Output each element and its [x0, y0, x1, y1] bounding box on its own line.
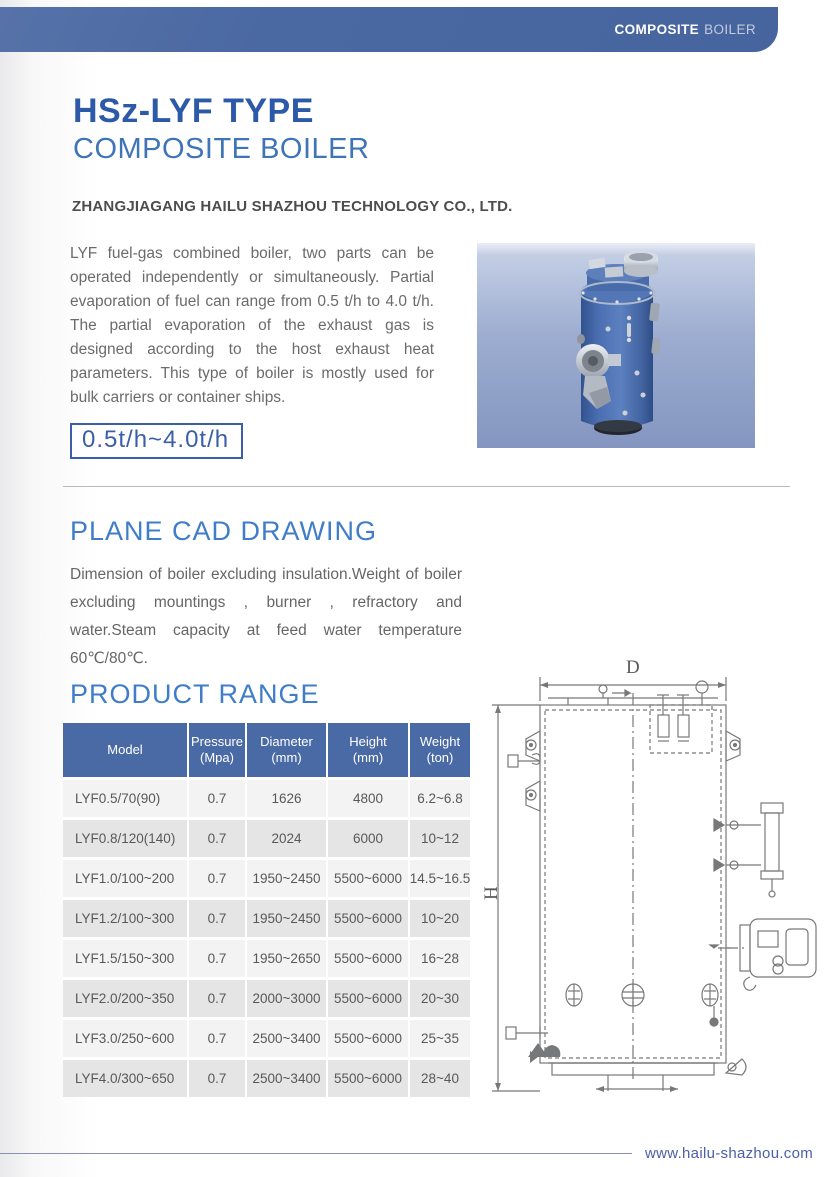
company-name: ZHANGJIAGANG HAILU SHAZHOU TECHNOLOGY CO., LTD. — [72, 198, 513, 215]
cell-pressure: 0.7 — [189, 820, 245, 857]
cell-model: LYF1.0/100~200 — [63, 860, 187, 897]
cad-section-heading: PLANE CAD DRAWING — [70, 516, 378, 546]
boiler-product-image — [477, 243, 755, 448]
cell-model: LYF1.2/100~300 — [63, 900, 187, 937]
cell-weight: 16~28 — [410, 940, 470, 977]
cell-pressure: 0.7 — [189, 900, 245, 937]
product-description: LYF fuel-gas combined boiler, two parts can be operated independently or simultaneously. Partial evaporation of fuel can range from 0.5 t/h to 4.0 t/h. The partial evaporation of the exhaust gas is designed according to the host exhaust heat parameters. This type of boiler is mostly used for bulk carriers or container ships. — [70, 245, 434, 406]
cell-weight: 10~12 — [410, 820, 470, 857]
cell-pressure: 0.7 — [189, 1020, 245, 1057]
cell-height: 5500~6000 — [328, 940, 408, 977]
footer — [0, 1141, 830, 1165]
cell-pressure: 0.7 — [189, 1060, 245, 1097]
cell-diameter: 2024 — [247, 820, 326, 857]
cell-height: 5500~6000 — [328, 1020, 408, 1057]
cell-weight: 10~20 — [410, 900, 470, 937]
cell-height: 5500~6000 — [328, 980, 408, 1017]
product-range-table — [63, 723, 470, 1097]
cell-weight: 20~30 — [410, 980, 470, 1017]
cell-weight: 25~35 — [410, 1020, 470, 1057]
cell-model: LYF0.5/70(90) — [63, 780, 187, 817]
cell-model: LYF0.8/120(140) — [63, 820, 187, 857]
cad-dim-h-label: H — [481, 886, 502, 900]
cell-diameter: 1626 — [247, 780, 326, 817]
cell-height: 5500~6000 — [328, 1060, 408, 1097]
cell-height: 5500~6000 — [328, 860, 408, 897]
cell-height: 6000 — [328, 820, 408, 857]
cell-weight: 14.5~16.5 — [410, 860, 470, 897]
cell-pressure: 0.7 — [189, 980, 245, 1017]
cell-diameter: 2500~3400 — [247, 1020, 326, 1057]
range-section-heading: PRODUCT RANGE — [70, 679, 320, 709]
footer-link[interactable]: www.hailu-shazhou.com — [645, 1144, 814, 1162]
cell-diameter: 1950~2650 — [247, 940, 326, 977]
cell-model: LYF2.0/200~350 — [63, 980, 187, 1017]
boiler-cad-drawing — [478, 643, 828, 1103]
table-header-height: Height (mm) — [328, 723, 408, 777]
table-header-model: Model — [63, 723, 187, 777]
page-title: HSz-LYF TYPE — [73, 92, 314, 130]
header-title-light: BOILER — [704, 22, 756, 37]
header-band — [0, 7, 778, 52]
cell-height: 4800 — [328, 780, 408, 817]
cell-diameter: 1950~2450 — [247, 860, 326, 897]
cell-model: LYF4.0/300~650 — [63, 1060, 187, 1097]
cell-diameter: 1950~2450 — [247, 900, 326, 937]
table-header-diameter: Diameter (mm) — [247, 723, 326, 777]
cell-weight: 6.2~6.8 — [410, 780, 470, 817]
footer-divider — [0, 1153, 632, 1154]
cad-dim-d-label: D — [626, 657, 640, 678]
cell-diameter: 2000~3000 — [247, 980, 326, 1017]
cad-section-description: Dimension of boiler excluding insulation.Weight of boiler excluding mountings , burner , refractory and water.Steam capacity at feed water temperature 60℃/80℃. — [70, 566, 462, 667]
page-subtitle: COMPOSITE BOILER — [73, 133, 370, 165]
section-divider — [63, 486, 790, 487]
cell-pressure: 0.7 — [189, 860, 245, 897]
cell-model: LYF1.5/150~300 — [63, 940, 187, 977]
cell-pressure: 0.7 — [189, 940, 245, 977]
cell-diameter: 2500~3400 — [247, 1060, 326, 1097]
cell-model: LYF3.0/250~600 — [63, 1020, 187, 1057]
cell-height: 5500~6000 — [328, 900, 408, 937]
capacity-badge: 0.5t/h~4.0t/h — [70, 423, 243, 459]
header-title-bold: COMPOSITE — [614, 22, 700, 37]
cell-weight: 28~40 — [410, 1060, 470, 1097]
table-header-weight: Weight (ton) — [410, 723, 470, 777]
cell-pressure: 0.7 — [189, 780, 245, 817]
table-header-pressure: Pressure (Mpa) — [189, 723, 245, 777]
